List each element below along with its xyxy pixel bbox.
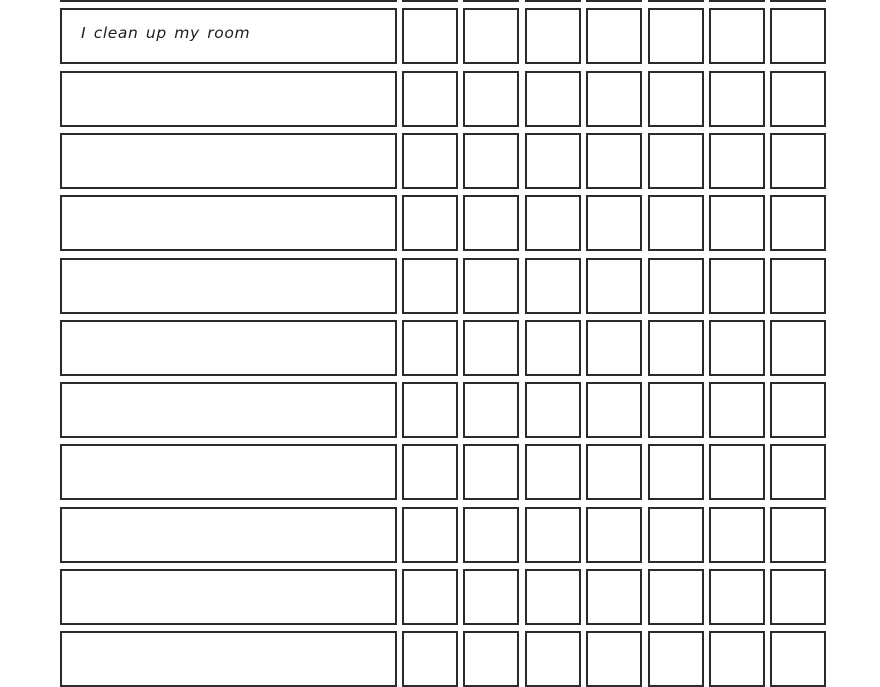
day-check-box[interactable] [586, 507, 642, 563]
day-check-box[interactable] [525, 631, 581, 687]
task-box[interactable] [60, 569, 397, 625]
day-check-box[interactable] [525, 71, 581, 127]
day-check-box[interactable] [648, 71, 704, 127]
day-check-box[interactable] [463, 8, 519, 64]
day-check-box[interactable] [402, 320, 458, 376]
day-check-box[interactable] [709, 631, 765, 687]
task-box[interactable] [60, 71, 397, 127]
task-box[interactable] [60, 0, 397, 2]
day-check-box[interactable] [525, 444, 581, 500]
day-check-box[interactable] [586, 0, 642, 2]
day-check-box[interactable] [648, 195, 704, 251]
day-check-box[interactable] [402, 195, 458, 251]
day-check-box[interactable] [586, 320, 642, 376]
day-check-box[interactable] [402, 444, 458, 500]
day-check-box[interactable] [525, 0, 581, 2]
task-box[interactable] [60, 444, 397, 500]
day-check-box[interactable] [525, 8, 581, 64]
day-check-box[interactable] [525, 258, 581, 314]
day-check-box[interactable] [648, 258, 704, 314]
day-check-box[interactable] [402, 569, 458, 625]
day-check-box[interactable] [770, 0, 826, 2]
day-check-box[interactable] [463, 71, 519, 127]
day-check-box[interactable] [463, 258, 519, 314]
day-check-box[interactable] [586, 382, 642, 438]
day-check-box[interactable] [648, 569, 704, 625]
day-check-box[interactable] [770, 382, 826, 438]
day-check-box[interactable] [709, 444, 765, 500]
task-box[interactable] [60, 507, 397, 563]
day-check-box[interactable] [525, 569, 581, 625]
day-check-box[interactable] [463, 444, 519, 500]
day-check-box[interactable] [770, 631, 826, 687]
day-check-box[interactable] [709, 71, 765, 127]
day-check-box[interactable] [709, 0, 765, 2]
day-check-box[interactable] [402, 71, 458, 127]
day-check-box[interactable] [770, 258, 826, 314]
day-check-box[interactable] [402, 382, 458, 438]
day-check-box[interactable] [586, 258, 642, 314]
day-check-box[interactable] [463, 631, 519, 687]
task-box[interactable] [60, 8, 397, 64]
day-check-box[interactable] [586, 569, 642, 625]
day-check-box[interactable] [402, 8, 458, 64]
day-check-box[interactable] [463, 382, 519, 438]
day-check-box[interactable] [709, 133, 765, 189]
day-check-box[interactable] [709, 195, 765, 251]
day-check-box[interactable] [770, 320, 826, 376]
day-check-box[interactable] [709, 8, 765, 64]
day-check-box[interactable] [463, 569, 519, 625]
task-box[interactable] [60, 258, 397, 314]
day-check-box[interactable] [525, 382, 581, 438]
day-check-box[interactable] [648, 0, 704, 2]
day-check-box[interactable] [463, 133, 519, 189]
day-check-box[interactable] [709, 320, 765, 376]
day-check-box[interactable] [586, 133, 642, 189]
day-check-box[interactable] [463, 507, 519, 563]
day-check-box[interactable] [709, 507, 765, 563]
day-check-box[interactable] [586, 195, 642, 251]
day-check-box[interactable] [463, 320, 519, 376]
task-label: I clean up my room [81, 24, 251, 43]
day-check-box[interactable] [770, 8, 826, 64]
day-check-box[interactable] [648, 320, 704, 376]
day-check-box[interactable] [770, 71, 826, 127]
day-check-box[interactable] [709, 258, 765, 314]
day-check-box[interactable] [586, 444, 642, 500]
day-check-box[interactable] [525, 133, 581, 189]
task-box[interactable] [60, 631, 397, 687]
day-check-box[interactable] [402, 631, 458, 687]
day-check-box[interactable] [586, 8, 642, 64]
day-check-box[interactable] [402, 133, 458, 189]
day-check-box[interactable] [770, 444, 826, 500]
task-box[interactable] [60, 195, 397, 251]
day-check-box[interactable] [648, 631, 704, 687]
day-check-box[interactable] [525, 507, 581, 563]
day-check-box[interactable] [770, 195, 826, 251]
day-check-box[interactable] [525, 195, 581, 251]
day-check-box[interactable] [463, 0, 519, 2]
day-check-box[interactable] [648, 133, 704, 189]
task-box[interactable] [60, 320, 397, 376]
day-check-box[interactable] [402, 258, 458, 314]
day-check-box[interactable] [770, 507, 826, 563]
day-check-box[interactable] [709, 569, 765, 625]
day-check-box[interactable] [770, 133, 826, 189]
task-box[interactable] [60, 382, 397, 438]
day-check-box[interactable] [648, 8, 704, 64]
day-check-box[interactable] [709, 382, 765, 438]
task-box[interactable] [60, 133, 397, 189]
day-check-box[interactable] [648, 444, 704, 500]
day-check-box[interactable] [463, 195, 519, 251]
day-check-box[interactable] [402, 0, 458, 2]
day-check-box[interactable] [525, 320, 581, 376]
day-check-box[interactable] [586, 71, 642, 127]
day-check-box[interactable] [648, 382, 704, 438]
day-check-box[interactable] [402, 507, 458, 563]
day-check-box[interactable] [648, 507, 704, 563]
day-check-box[interactable] [586, 631, 642, 687]
day-check-box[interactable] [770, 569, 826, 625]
